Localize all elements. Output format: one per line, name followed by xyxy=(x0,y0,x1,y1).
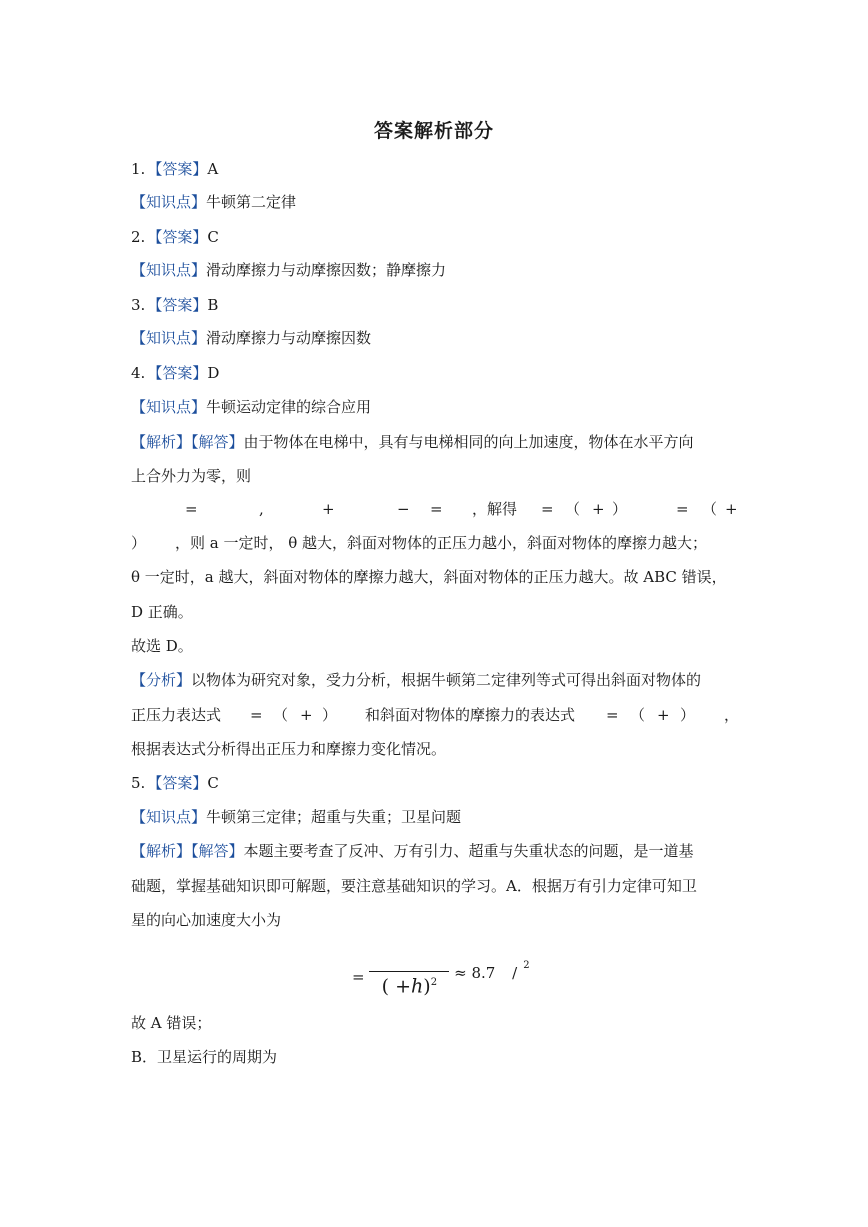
page-title: 答案解析部分 xyxy=(373,120,494,142)
knowledge-tag: 【知识点】 xyxy=(131,398,207,416)
solution-line-4-7: 故选 D。 xyxy=(131,637,193,655)
acceleration-formula: = ( +ℎ)$^2$ ≈ 8.7 / $^2$ xyxy=(352,960,530,998)
answer-tag: 【答案】 xyxy=(147,160,208,178)
knowledge-tag: 【知识点】 xyxy=(131,261,207,279)
knowledge-tag: 【知识点】 xyxy=(131,808,207,826)
analysis-tag: 【分析】 xyxy=(131,671,192,689)
answer-value: C xyxy=(207,774,219,792)
answer-value: C xyxy=(207,228,219,246)
answer-line-2: 2. 【答案】C xyxy=(131,228,219,246)
answer-line-5: 5. 【答案】C xyxy=(131,774,219,792)
answer-tag: 【答案】 xyxy=(147,228,208,246)
solution-line-5-5: B．卫星运行的周期为 xyxy=(131,1048,278,1066)
answer-value: D xyxy=(207,364,220,382)
analysis-line-4-3: 根据表达式分析得出正压力和摩擦力变化情况。 xyxy=(131,740,447,758)
solution-line-4-2: 上合外力为零，则 xyxy=(131,467,252,485)
document-page: 答案解析部分 1. 【答案】A 【知识点】牛顿第二定律 2. 【答案】C 【知识点】滑动摩擦力与动摩擦因数；静摩擦力 3. 【答案】B 【知识点】滑动摩擦力与动摩擦因数 4. 【答案】D 【知识点】牛顿运动定律的综合应用 【解析】【解答】由于物体在电梯中，具有与电梯相同的向上加速度，物体在水平方向 上合外力为零，则 = , + − = ，解得 = （ + ） = （ + ） ，则 a 一定时， θ 越大，斜面对物体的正压力越小，斜面对物体的摩擦力越大； θ 一定时，a 越大，斜面对物体的摩擦力越大，斜面对物体的正压力越大。故 ABC 错误， D 正确。 故选 D。 【分析】以物体为研究对象，受力分析，根据牛顿第二定律列等式可得出斜面对物体的 正压力表达式 = （ + ） 和斜面对物体的摩擦力的表达式 = （ + ） ， 根据表达式分析得出正压力和摩擦力变化情况。 5. 【答案】C 【知识点】牛顿第三定律；超重与失重；卫星问题 【解析】【解答】本题主要考查了反冲、万有引力、超重与失重状态的问题，是一道基 础题，掌握基础知识即可解题，要注意基础知识的学习。A．根据万有引力定律可知卫 星的向心加速度大小为 = ( +ℎ)$^2$ ≈ 8.7 / $^2$ 故 A 错误； B．卫星运行的周期为 xyxy=(0,0,868,1227)
answer-tag: 【答案】 xyxy=(147,364,208,382)
answer-line-4: 4. 【答案】D xyxy=(131,364,220,382)
knowledge-line-3: 【知识点】滑动摩擦力与动摩擦因数 xyxy=(131,329,372,347)
solution-line-5-3: 星的向心加速度大小为 xyxy=(131,911,282,929)
answer-line-1: 1. 【答案】A xyxy=(131,160,219,178)
solution-line-5-1: 【解析】【解答】本题主要考查了反冲、万有引力、超重与失重状态的问题，是一道基 xyxy=(131,842,694,860)
answer-line-3: 3. 【答案】B xyxy=(131,296,219,314)
answer-value: B xyxy=(207,296,219,314)
knowledge-tag: 【知识点】 xyxy=(131,193,207,211)
solution-line-4-6: D 正确。 xyxy=(131,603,193,621)
knowledge-tag: 【知识点】 xyxy=(131,329,207,347)
answer-tag: 【答案】 xyxy=(147,774,208,792)
knowledge-line-2: 【知识点】滑动摩擦力与动摩擦因数；静摩擦力 xyxy=(131,261,447,279)
analysis-solution-tag: 【解析】【解答】 xyxy=(131,842,244,860)
analysis-line-4-1: 【分析】以物体为研究对象，受力分析，根据牛顿第二定律列等式可得出斜面对物体的 xyxy=(131,671,702,689)
solution-line-4-1: 【解析】【解答】由于物体在电梯中，具有与电梯相同的向上加速度，物体在水平方向 xyxy=(131,433,694,451)
solution-line-5-2: 础题，掌握基础知识即可解题，要注意基础知识的学习。A．根据万有引力定律可知卫 xyxy=(131,877,697,895)
answer-value: A xyxy=(207,160,219,178)
knowledge-line-4: 【知识点】牛顿运动定律的综合应用 xyxy=(131,398,372,416)
solution-line-4-5: θ 一定时，a 越大，斜面对物体的摩擦力越大，斜面对物体的正压力越大。故 ABC 错误， xyxy=(131,568,727,586)
knowledge-line-1: 【知识点】牛顿第二定律 xyxy=(131,193,297,211)
analysis-solution-tag: 【解析】【解答】 xyxy=(131,433,244,451)
fraction: ( +ℎ)$^2$ xyxy=(369,959,449,996)
solution-line-5-4: 故 A 错误； xyxy=(131,1014,212,1032)
answer-tag: 【答案】 xyxy=(147,296,208,314)
knowledge-line-5: 【知识点】牛顿第三定律；超重与失重；卫星问题 xyxy=(131,808,462,826)
